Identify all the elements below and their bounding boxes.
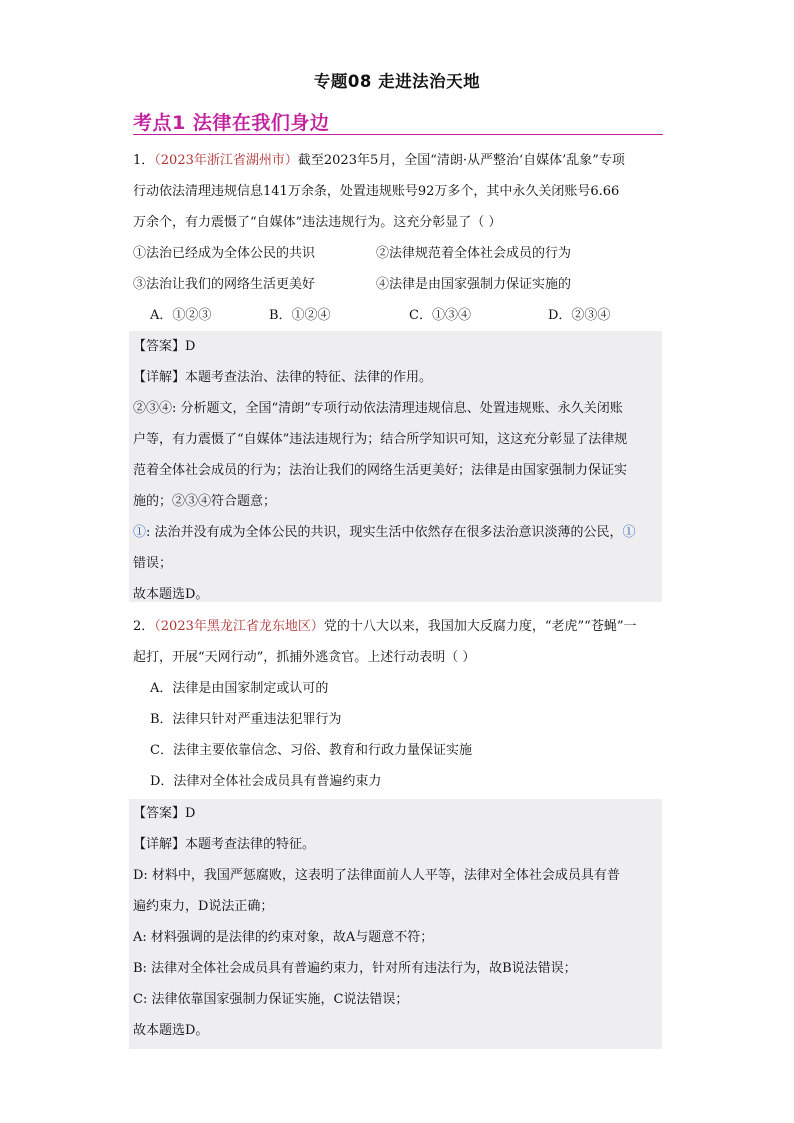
q1-explain-line-6: 错误；	[133, 556, 173, 571]
q1-statement-row-1	[133, 244, 571, 264]
q2-detail: 【详解】本题考查法律的特征。	[133, 837, 316, 852]
q1-stem-line-2: 行动依法清理违规信息141万余条，处置违规账号92万多个，其中永久关闭账号6.66	[133, 184, 620, 199]
q2-explain-d-line-2: 遍约束力，D说法正确；	[133, 899, 274, 914]
page-title: 专题08 走进法治天地	[313, 72, 481, 91]
q2-option-d: D．法律对全体社会成员具有普遍约束力	[150, 774, 382, 789]
q1-statement-4: ④法律是由国家强制力保证实施的	[376, 277, 572, 292]
q2-stem-line-1	[133, 617, 636, 637]
q2-option-c: C．法律主要依靠信念、习俗、教育和行政力量保证实施	[150, 743, 472, 758]
q1-stem-line-1	[133, 151, 625, 171]
q1-statement-2: ②法律规范着全体社会成员的行为	[376, 246, 572, 261]
q1-statement-1: ①法治已经成为全体公民的共识	[133, 246, 316, 261]
q1-choice-d: D．②③④	[548, 308, 611, 323]
q1-explain-line-1: ②③④: 分析题文，全国“清朗”专项行动依法清理违规信息、处置违规账、永久关闭账	[133, 401, 623, 416]
q1-choice-c: C．①③④	[409, 308, 471, 323]
q2-conclusion: 故本题选D。	[133, 1023, 209, 1038]
q2-option-a: A．法律是由国家制定或认可的	[150, 681, 329, 696]
q1-choice-b: B．①②④	[269, 308, 331, 323]
q2-source: （2023年黑龙江省龙东地区）	[154, 619, 324, 634]
q2-number: 2．	[133, 619, 155, 634]
q1-statement-row-2	[133, 275, 571, 295]
q2-explain-c: C: 法律依靠国家强制力保证实施，C说法错误；	[133, 992, 409, 1007]
q2-answer: 【答案】D	[133, 806, 196, 821]
q1-circle-ref-2: ①	[622, 525, 636, 540]
section-heading: 考点1 法律在我们身边	[133, 112, 330, 134]
q1-statement-3: ③法治让我们的网络生活更美好	[133, 277, 316, 292]
q1-explain-line-5	[133, 523, 636, 543]
q1-answer: 【答案】D	[133, 339, 196, 354]
q1-stem-line-3: 万余个，有力震慑了“自媒体”违法违规行为。这充分彰显了（ ）	[133, 215, 502, 230]
q2-stem-text-1: 党的十八大以来，我国加大反腐力度，“老虎”“苍蝇”一	[323, 619, 637, 634]
q1-explain-line-3: 范着全体社会成员的行为；法治让我们的网络生活更美好；法律是由国家强制力保证实	[133, 463, 628, 478]
q1-conclusion: 故本题选D。	[133, 587, 209, 602]
q2-explain-a: A: 材料强调的是法律的约束对象，故A与题意不符；	[133, 930, 434, 945]
q1-choice-a: A．①②③	[150, 308, 212, 323]
q1-explain-line-4: 施的；②③④符合题意；	[133, 494, 277, 509]
q1-explain-text-5: : 法治并没有成为全体公民的共识，现实生活中依然存在很多法治意识淡薄的公民，	[146, 525, 623, 540]
section-underline	[133, 134, 663, 135]
q2-stem-line-2: 起打，开展“天网行动”，抓捕外逃贪官。上述行动表明（ ）	[133, 650, 476, 665]
q1-choices	[150, 306, 610, 326]
q1-stem-text-1: 截至2023年5月，全国“清朗·从严整治‘自媒体’乱象”专项	[297, 153, 625, 168]
q1-number: 1．	[133, 153, 155, 168]
q1-detail: 【详解】本题考查法治、法律的特征、法律的作用。	[133, 370, 433, 385]
q1-explain-line-2: 户等，有力震慑了“自媒体”违法违规行为；结合所学知识可知，这这充分彰显了法律规	[133, 432, 628, 447]
q1-circle-ref-1: ①	[133, 525, 147, 540]
q2-option-b: B．法律只针对严重违法犯罪行为	[150, 712, 342, 727]
q2-explain-d-line-1: D: 材料中，我国严惩腐败，这表明了法律面前人人平等，法律对全体社会成员具有普	[133, 868, 620, 883]
q2-explain-b: B: 法律对全体社会成员具有普遍约束力，针对所有违法行为，故B说法错误；	[133, 961, 577, 976]
q1-source: （2023年浙江省湖州市）	[154, 153, 298, 168]
